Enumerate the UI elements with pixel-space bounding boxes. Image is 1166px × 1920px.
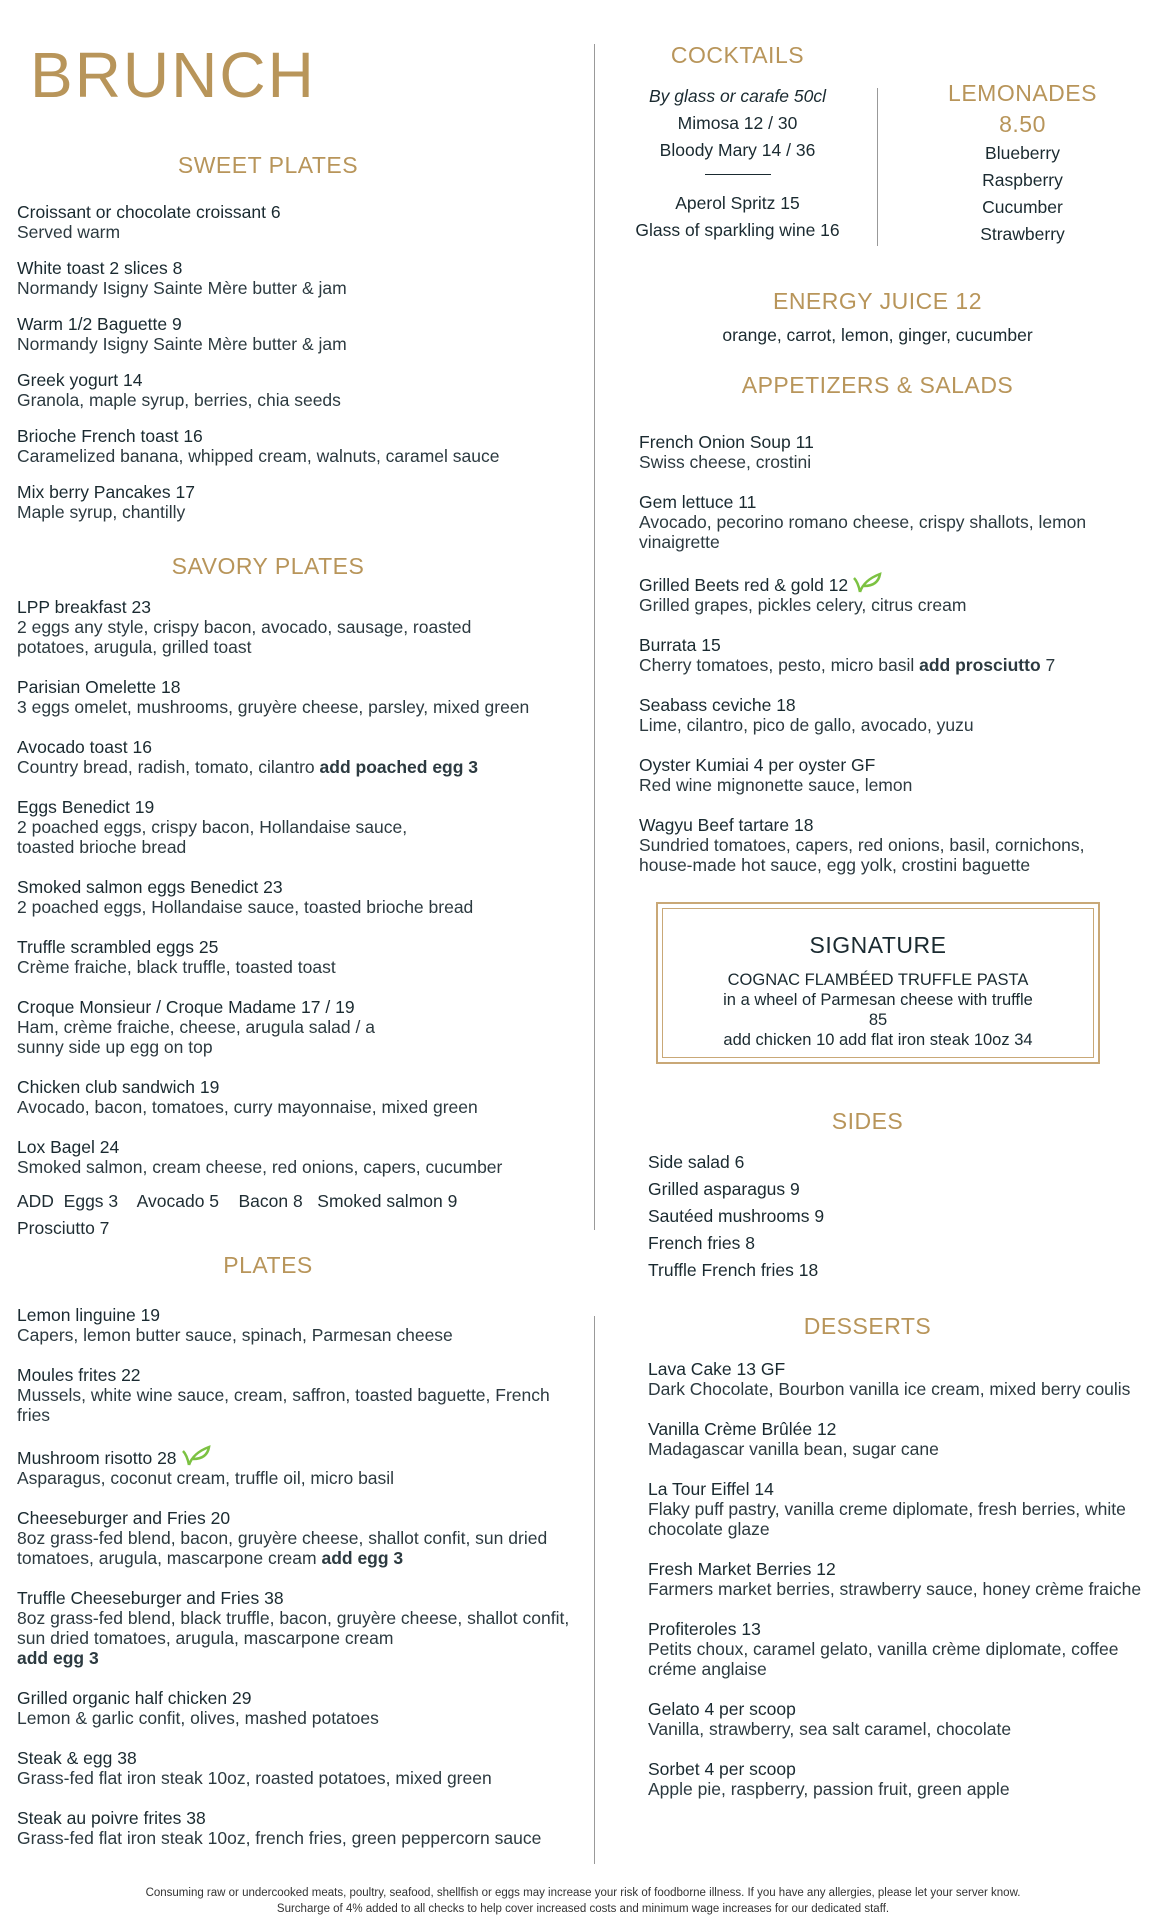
menu-item: Truffle Cheeseburger and Fries 38 8oz grass-fed blend, black truffle, bacon, gruyère cheese, shallot confit, sun dried tomatoes, arugula, mascarpone cream add egg 3: [17, 1588, 587, 1668]
menu-item: La Tour Eiffel 14 Flaky puff pastry, vanilla creme diplomate, fresh berries, white chocolate glaze: [648, 1479, 1126, 1539]
plates-heading: PLATES: [223, 1252, 313, 1278]
menu-item: Oyster Kumiai 4 per oyster GF Red wine mignonette sauce, lemon: [639, 755, 913, 795]
menu-item: Gelato 4 per scoop Vanilla, strawberry, sea salt caramel, chocolate: [648, 1699, 1012, 1739]
menu-item: Profiteroles 13 Petits choux, caramel gelato, vanilla crème diplomate, coffee créme anglaise: [648, 1619, 1119, 1679]
plates-list: [17, 1305, 587, 1848]
menu-item: Seabass ceviche 18 Lime, cilantro, pico de gallo, avocado, yuzu: [639, 695, 974, 735]
menu-item: Greek yogurt 14 Granola, maple syrup, berries, chia seeds: [17, 370, 341, 410]
savory-plates-list: [17, 597, 587, 1238]
menu-item: Vanilla Crème Brûlée 12 Madagascar vanilla bean, sugar cane: [648, 1419, 939, 1459]
add-prosciutto-option: add prosciutto: [919, 655, 1041, 675]
sides-heading: SIDES: [831, 1108, 904, 1134]
addons-line-2: Prosciutto 7: [17, 1218, 110, 1238]
menu-item: Parisian Omelette 18 3 eggs omelet, mushrooms, gruyère cheese, parsley, mixed green: [17, 677, 530, 717]
cocktail-item: Mimosa 12 / 30: [677, 113, 798, 133]
menu-item: Smoked salmon eggs Benedict 23 2 poached eggs, Hollandaise sauce, toasted brioche bread: [17, 877, 474, 917]
side-item: French fries 8: [648, 1233, 755, 1253]
drinks-divider: [877, 88, 878, 246]
lemonade-flavor: Raspberry: [982, 170, 1063, 190]
menu-item: Mix berry Pancakes 17 Maple syrup, chantilly: [17, 482, 195, 522]
signature-price: 85: [868, 1011, 888, 1029]
footer-note: [0, 1885, 1166, 1917]
side-item: Truffle French fries 18: [648, 1260, 819, 1280]
menu-item: Lava Cake 13 GF Dark Chocolate, Bourbon vanilla ice cream, mixed berry coulis: [648, 1359, 1131, 1399]
add-poached-egg-option: add poached egg 3: [319, 757, 479, 777]
side-item: Sautéed mushrooms 9: [648, 1206, 825, 1226]
menu-item: Mushroom risotto 28 Asparagus, coconut cream, truffle oil, micro basil: [17, 1445, 587, 1488]
menu-item: Grilled organic half chicken 29 Lemon & garlic confit, olives, mashed potatoes: [17, 1688, 379, 1728]
savory-plates-heading: SAVORY PLATES: [171, 553, 365, 579]
menu-item: Gem lettuce 11 Avocado, pecorino romano cheese, crispy shallots, lemon vinaigrette: [639, 492, 1087, 552]
column-divider-bottom: [594, 1316, 595, 1864]
signature-dish: COGNAC FLAMBÉED TRUFFLE PASTA: [727, 971, 1029, 989]
add-egg-option: add egg 3: [17, 1648, 99, 1668]
menu-item: Wagyu Beef tartare 18 Sundried tomatoes, capers, red onions, basil, cornichons, house-made hot sauce, egg yolk, crostini baguette: [639, 815, 1085, 875]
lemonades-list: [890, 140, 1155, 248]
menu-item: Chicken club sandwich 19 Avocado, bacon, tomatoes, curry mayonnaise, mixed green: [17, 1077, 478, 1117]
menu-item: Croque Monsieur / Croque Madame 17 / 19 Ham, crème fraiche, cheese, arugula salad / a sunny side up egg on top: [17, 997, 375, 1057]
allergy-disclaimer: Consuming raw or undercooked meats, poultry, seafood, shellfish or eggs may increase your risk of foodborne illness. If you have any allergies, please let your server know.: [145, 1887, 1021, 1899]
signature-addons: add chicken 10 add flat iron steak 10oz 34: [723, 1031, 1033, 1049]
cocktails-heading: COCKTAILS: [670, 42, 805, 68]
desserts-list: [648, 1359, 1158, 1799]
desserts-heading: DESSERTS: [803, 1313, 932, 1339]
signature-heading: SIGNATURE: [809, 932, 947, 958]
menu-item: Warm 1/2 Baguette 9 Normandy Isigny Sainte Mère butter & jam: [17, 314, 347, 354]
signature-box: [656, 902, 1100, 1064]
menu-item: Steak au poivre frites 38 Grass-fed flat iron steak 10oz, french fries, green peppercorn sauce: [17, 1808, 542, 1848]
lemonade-flavor: Cucumber: [982, 197, 1063, 217]
menu-item: Croissant or chocolate croissant 6 Served warm: [17, 202, 281, 242]
sweet-plates-list: [17, 202, 587, 522]
sweet-plates-heading: SWEET PLATES: [177, 152, 359, 178]
add-egg-option: add egg 3: [321, 1548, 404, 1568]
column-divider-top: [594, 44, 595, 1230]
menu-item: White toast 2 slices 8 Normandy Isigny Sainte Mère butter & jam: [17, 258, 347, 298]
lemonade-flavor: Strawberry: [980, 224, 1065, 244]
cocktails-subtitle: By glass or carafe 50cl: [648, 86, 827, 106]
menu-item: Eggs Benedict 19 2 poached eggs, crispy bacon, Hollandaise sauce, toasted brioche bread: [17, 797, 408, 857]
side-item: Grilled asparagus 9: [648, 1179, 800, 1199]
energy-juice-heading: ENERGY JUICE 12: [772, 288, 983, 314]
menu-item: LPP breakfast 23 2 eggs any style, crispy bacon, avocado, sausage, roasted potatoes, arugula, grilled toast: [17, 597, 472, 657]
sides-list: [648, 1149, 1048, 1284]
menu-item: Steak & egg 38 Grass-fed flat iron steak 10oz, roasted potatoes, mixed green: [17, 1748, 492, 1788]
cocktails-list: [600, 83, 875, 244]
cocktail-item: Bloody Mary 14 / 36: [659, 140, 816, 160]
menu-item: Cheeseburger and Fries 20 8oz grass-fed blend, bacon, gruyère cheese, shallot confit, sun dried tomatoes, arugula, mascarpone cream add egg 3: [17, 1508, 548, 1568]
appetizers-heading: APPETIZERS & SALADS: [741, 372, 1014, 398]
menu-item: French Onion Soup 11 Swiss cheese, crostini: [639, 432, 814, 472]
energy-juice-desc: orange, carrot, lemon, ginger, cucumber: [722, 325, 1033, 345]
lemonades-heading: LEMONADES: [948, 80, 1097, 106]
divider: [705, 174, 771, 175]
signature-desc: in a wheel of Parmesan cheese with truffle: [723, 991, 1033, 1009]
menu-item: Moules frites 22 Mussels, white wine sauce, cream, saffron, toasted baguette, French fries: [17, 1365, 550, 1425]
menu-title: BRUNCH: [30, 39, 316, 111]
menu-item: Burrata 15 Cherry tomatoes, pesto, micro basil add prosciutto 7: [639, 635, 1056, 675]
menu-item: Truffle scrambled eggs 25 Crème fraiche, black truffle, toasted toast: [17, 937, 336, 977]
cocktail-item: Glass of sparkling wine 16: [635, 220, 840, 240]
surcharge-note: Surcharge of 4% added to all checks to help cover increased costs and minimum wage increases for our dedicated staff.: [276, 1903, 890, 1915]
menu-item: Grilled Beets red & gold 12 Grilled grapes, pickles celery, citrus cream: [639, 572, 1159, 615]
menu-item: Lemon linguine 19 Capers, lemon butter sauce, spinach, Parmesan cheese: [17, 1305, 453, 1345]
menu-item: Avocado toast 16 Country bread, radish, tomato, cilantro add poached egg 3: [17, 737, 479, 777]
side-item: Side salad 6: [648, 1152, 745, 1172]
menu-item: Sorbet 4 per scoop Apple pie, raspberry, passion fruit, green apple: [648, 1759, 1010, 1799]
lemonades-price: 8.50: [999, 111, 1046, 137]
appetizers-list: [639, 432, 1159, 875]
addons-line: ADD Eggs 3 Avocado 5 Bacon 8 Smoked salmon 9: [17, 1191, 458, 1211]
vegetarian-leaf-icon: [181, 1445, 211, 1467]
menu-item: Lox Bagel 24 Smoked salmon, cream cheese, red onions, capers, cucumber: [17, 1137, 503, 1177]
lemonade-flavor: Blueberry: [985, 143, 1060, 163]
cocktail-item: Aperol Spritz 15: [675, 193, 800, 213]
menu-item: Fresh Market Berries 12 Farmers market berries, strawberry sauce, honey crème fraiche: [648, 1559, 1142, 1599]
vegetarian-leaf-icon: [852, 572, 882, 594]
menu-item: Brioche French toast 16 Caramelized banana, whipped cream, walnuts, caramel sauce: [17, 426, 500, 466]
